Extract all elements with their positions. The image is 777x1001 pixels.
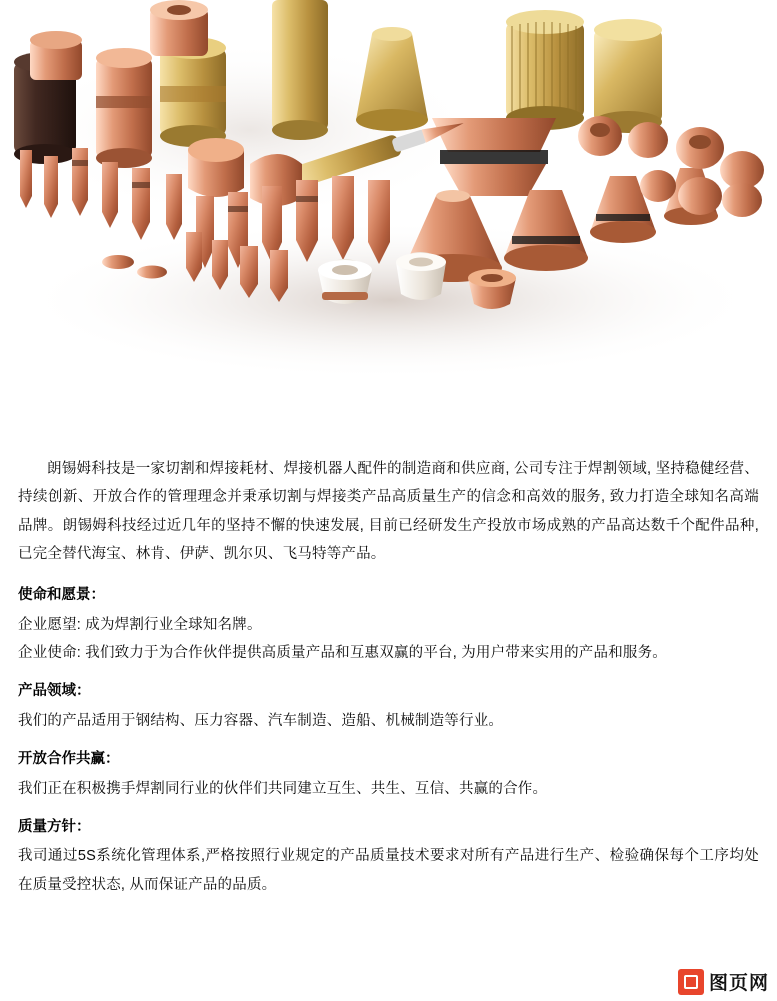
section-line: 我们正在积极携手焊割同行业的伙伴们共同建立互生、共生、互信、共赢的合作。	[18, 780, 548, 797]
about-company-content	[0, 455, 777, 910]
section-title: 质量方针：	[18, 818, 91, 835]
watermark	[678, 968, 769, 995]
section-title: 使命和愿景：	[18, 587, 105, 604]
section-open-cooperation	[18, 746, 759, 803]
section-line: 我司通过5S系统化管理体系,严格按照行业规定的产品质量技术要求对所有产品进行生产、检验确保每个工序均处在质量受控状态, 从而保证产品的品质。	[18, 848, 759, 893]
watermark-label: 图页网	[708, 973, 769, 994]
section-title: 开放合作共赢：	[18, 750, 120, 767]
section-line: 企业使命: 我们致力于为合作伙伴提供高质量产品和互惠双赢的平台, 为用户带来实用的产品和服务。	[18, 644, 668, 661]
section-line: 企业愿望: 成为焊割行业全球知名牌。	[18, 616, 262, 633]
section-line: 我们的产品适用于钢结构、压力容器、汽车制造、造船、机械制造等行业。	[18, 712, 504, 729]
section-mission-vision	[18, 582, 759, 667]
section-quality-policy	[18, 814, 759, 899]
section-title: 产品领域：	[18, 683, 91, 700]
product-photo-graphic	[0, 0, 777, 430]
section-product-fields	[18, 678, 759, 735]
intro-paragraph: 朗锡姆科技是一家切割和焊接耗材、焊接机器人配件的制造商和供应商, 公司专注于焊割领域, 坚持稳健经营、持续创新、开放合作的管理理念并秉承切割与焊接类产品高质量生产的信念和高效的服务, 致力打造全球知名高端品牌。朗锡姆科技经过近几年的坚持不懈的快速发展, 目前已经研发生产投放市场成熟的产品高达数千个配件品种, 已完全替代海宝、林肯、伊萨、凯尔贝、飞马特等产品。	[18, 461, 759, 562]
product-photo	[0, 0, 777, 430]
image-badge-icon	[678, 969, 704, 995]
